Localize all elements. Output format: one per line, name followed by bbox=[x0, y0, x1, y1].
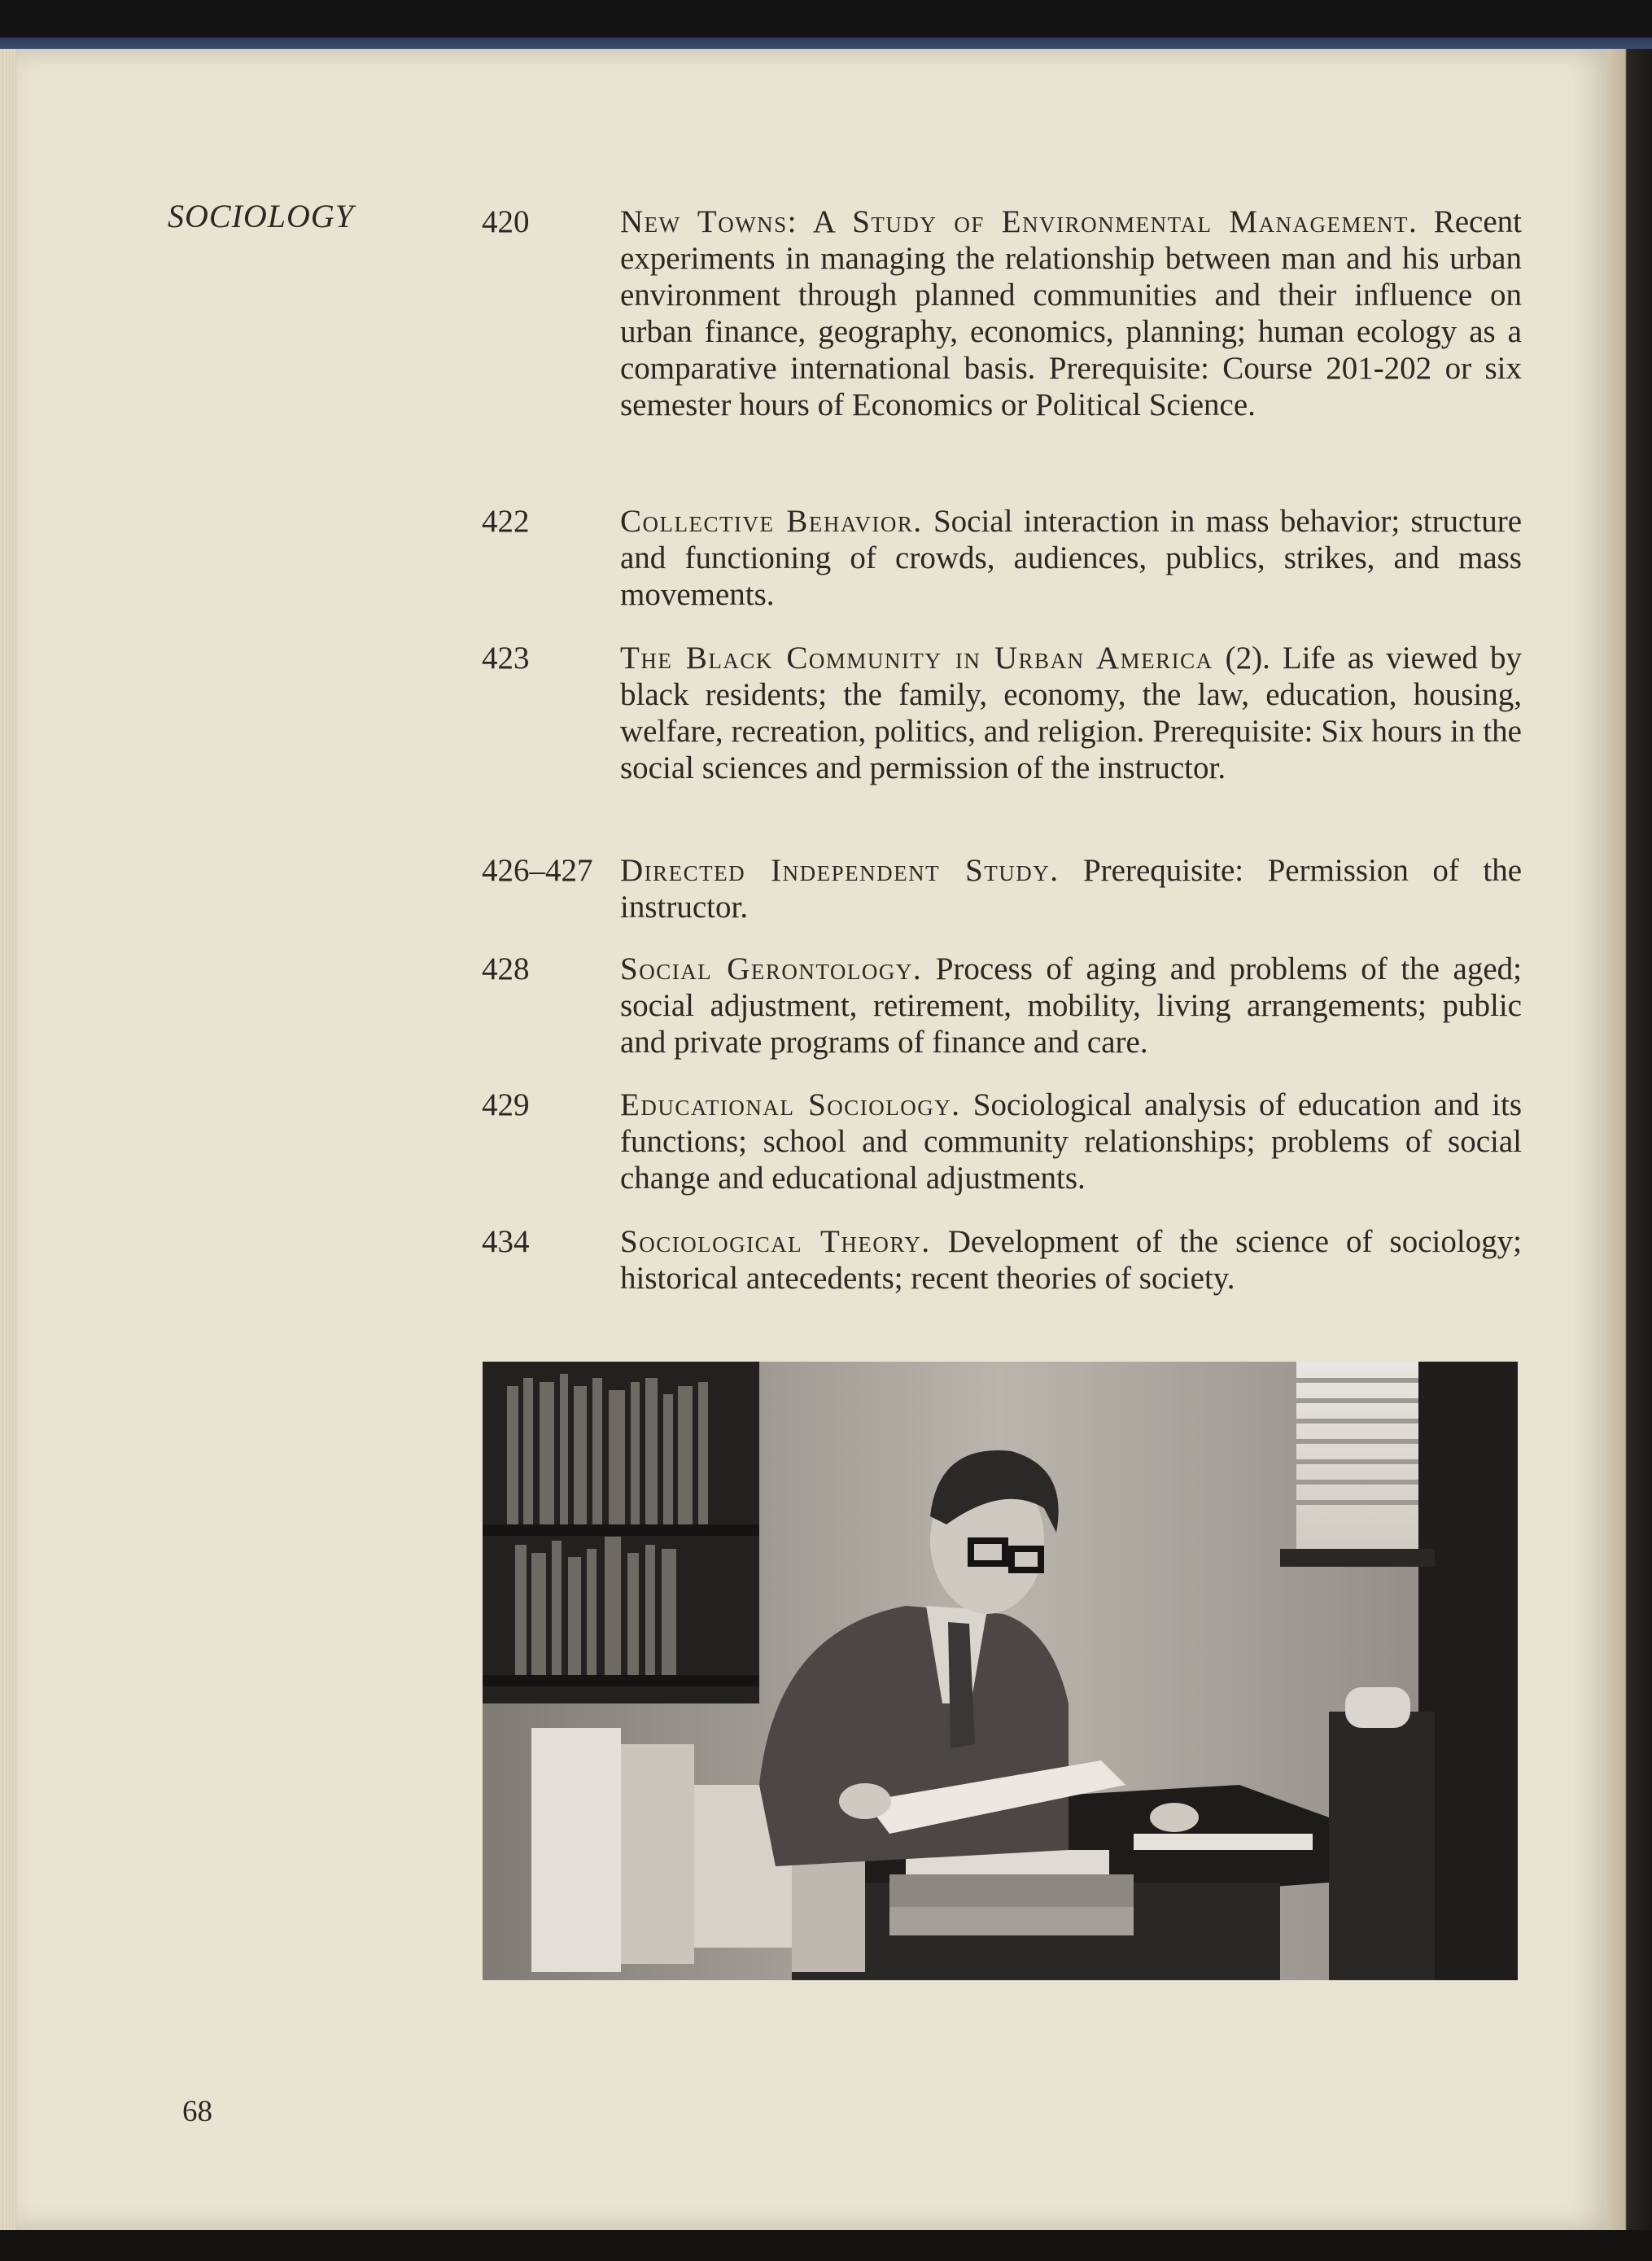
course-number: 428 bbox=[482, 951, 530, 986]
course-text bbox=[620, 203, 1522, 423]
course-entry bbox=[482, 1223, 1523, 1297]
course-text bbox=[620, 640, 1522, 786]
course-entry bbox=[482, 503, 1523, 613]
course-title: Educational Sociology. bbox=[620, 1087, 961, 1122]
course-description: Process of aging and problems of the aged; social adjustment, retirement, mobility, living arrangements; public and private programs of finance and care. bbox=[620, 951, 1522, 1060]
course-text bbox=[620, 1223, 1522, 1297]
scan-border-strip bbox=[0, 37, 1652, 49]
course-number: 426–427 bbox=[482, 853, 593, 888]
course-description: Development of the science of sociology; historical antecedents; recent theories of society. bbox=[620, 1224, 1523, 1296]
course-number: 422 bbox=[482, 504, 530, 539]
course-text bbox=[620, 1087, 1522, 1196]
course-title: Directed Independent Study. bbox=[620, 853, 1060, 888]
course-description: Life as viewed by black residents; the family, economy, the law, education, housing, welfare, recreation, politics, and religion. Prerequisite: Six hours in the social sciences and permission of the instructor. bbox=[620, 641, 1522, 785]
course-number: 434 bbox=[482, 1224, 530, 1259]
course-entry bbox=[482, 852, 1523, 925]
course-description: Prerequisite: Permission of the instructor. bbox=[620, 853, 1523, 925]
course-number: 423 bbox=[482, 641, 530, 676]
page-edge-left bbox=[0, 49, 16, 2230]
course-title: Social Gerontology. bbox=[620, 951, 923, 986]
course-number: 429 bbox=[482, 1087, 530, 1122]
course-description: Social interaction in mass behavior; structure and functioning of crowds, audiences, publics, strikes, and mass movements. bbox=[620, 504, 1523, 612]
course-number: 420 bbox=[482, 204, 530, 239]
course-entry bbox=[482, 640, 1523, 786]
course-title: Sociological Theory. bbox=[620, 1224, 931, 1259]
course-text bbox=[620, 951, 1522, 1061]
course-text bbox=[620, 852, 1522, 925]
office-photograph bbox=[483, 1362, 1518, 1980]
course-title: New Towns: A Study of Environmental Management. bbox=[620, 204, 1418, 239]
course-credits: (2). bbox=[1225, 641, 1270, 676]
course-entry bbox=[482, 951, 1523, 1061]
course-text bbox=[620, 503, 1522, 613]
section-heading: SOCIOLOGY bbox=[168, 198, 355, 234]
course-description: Recent experiments in managing the relationship between man and his urban environment through planned communities and their influence on urban finance, geography, economics, planning; human ecology as a comparative international basis. Prerequisite: Course 201-202 or six semester hours of Economics or Political Science. bbox=[620, 204, 1522, 422]
course-title: Collective Behavior. bbox=[620, 504, 923, 539]
course-title: The Black Community in Urban America bbox=[620, 641, 1213, 676]
course-entry bbox=[482, 1087, 1523, 1196]
course-entry bbox=[482, 203, 1523, 423]
page-edge-right bbox=[1607, 49, 1652, 2261]
course-description: Sociological analysis of education and its functions; school and community relationships; problems of social change and educational adjustments. bbox=[620, 1087, 1523, 1196]
scan-border-bottom bbox=[0, 2230, 1652, 2261]
page-number: 68 bbox=[182, 2095, 212, 2128]
